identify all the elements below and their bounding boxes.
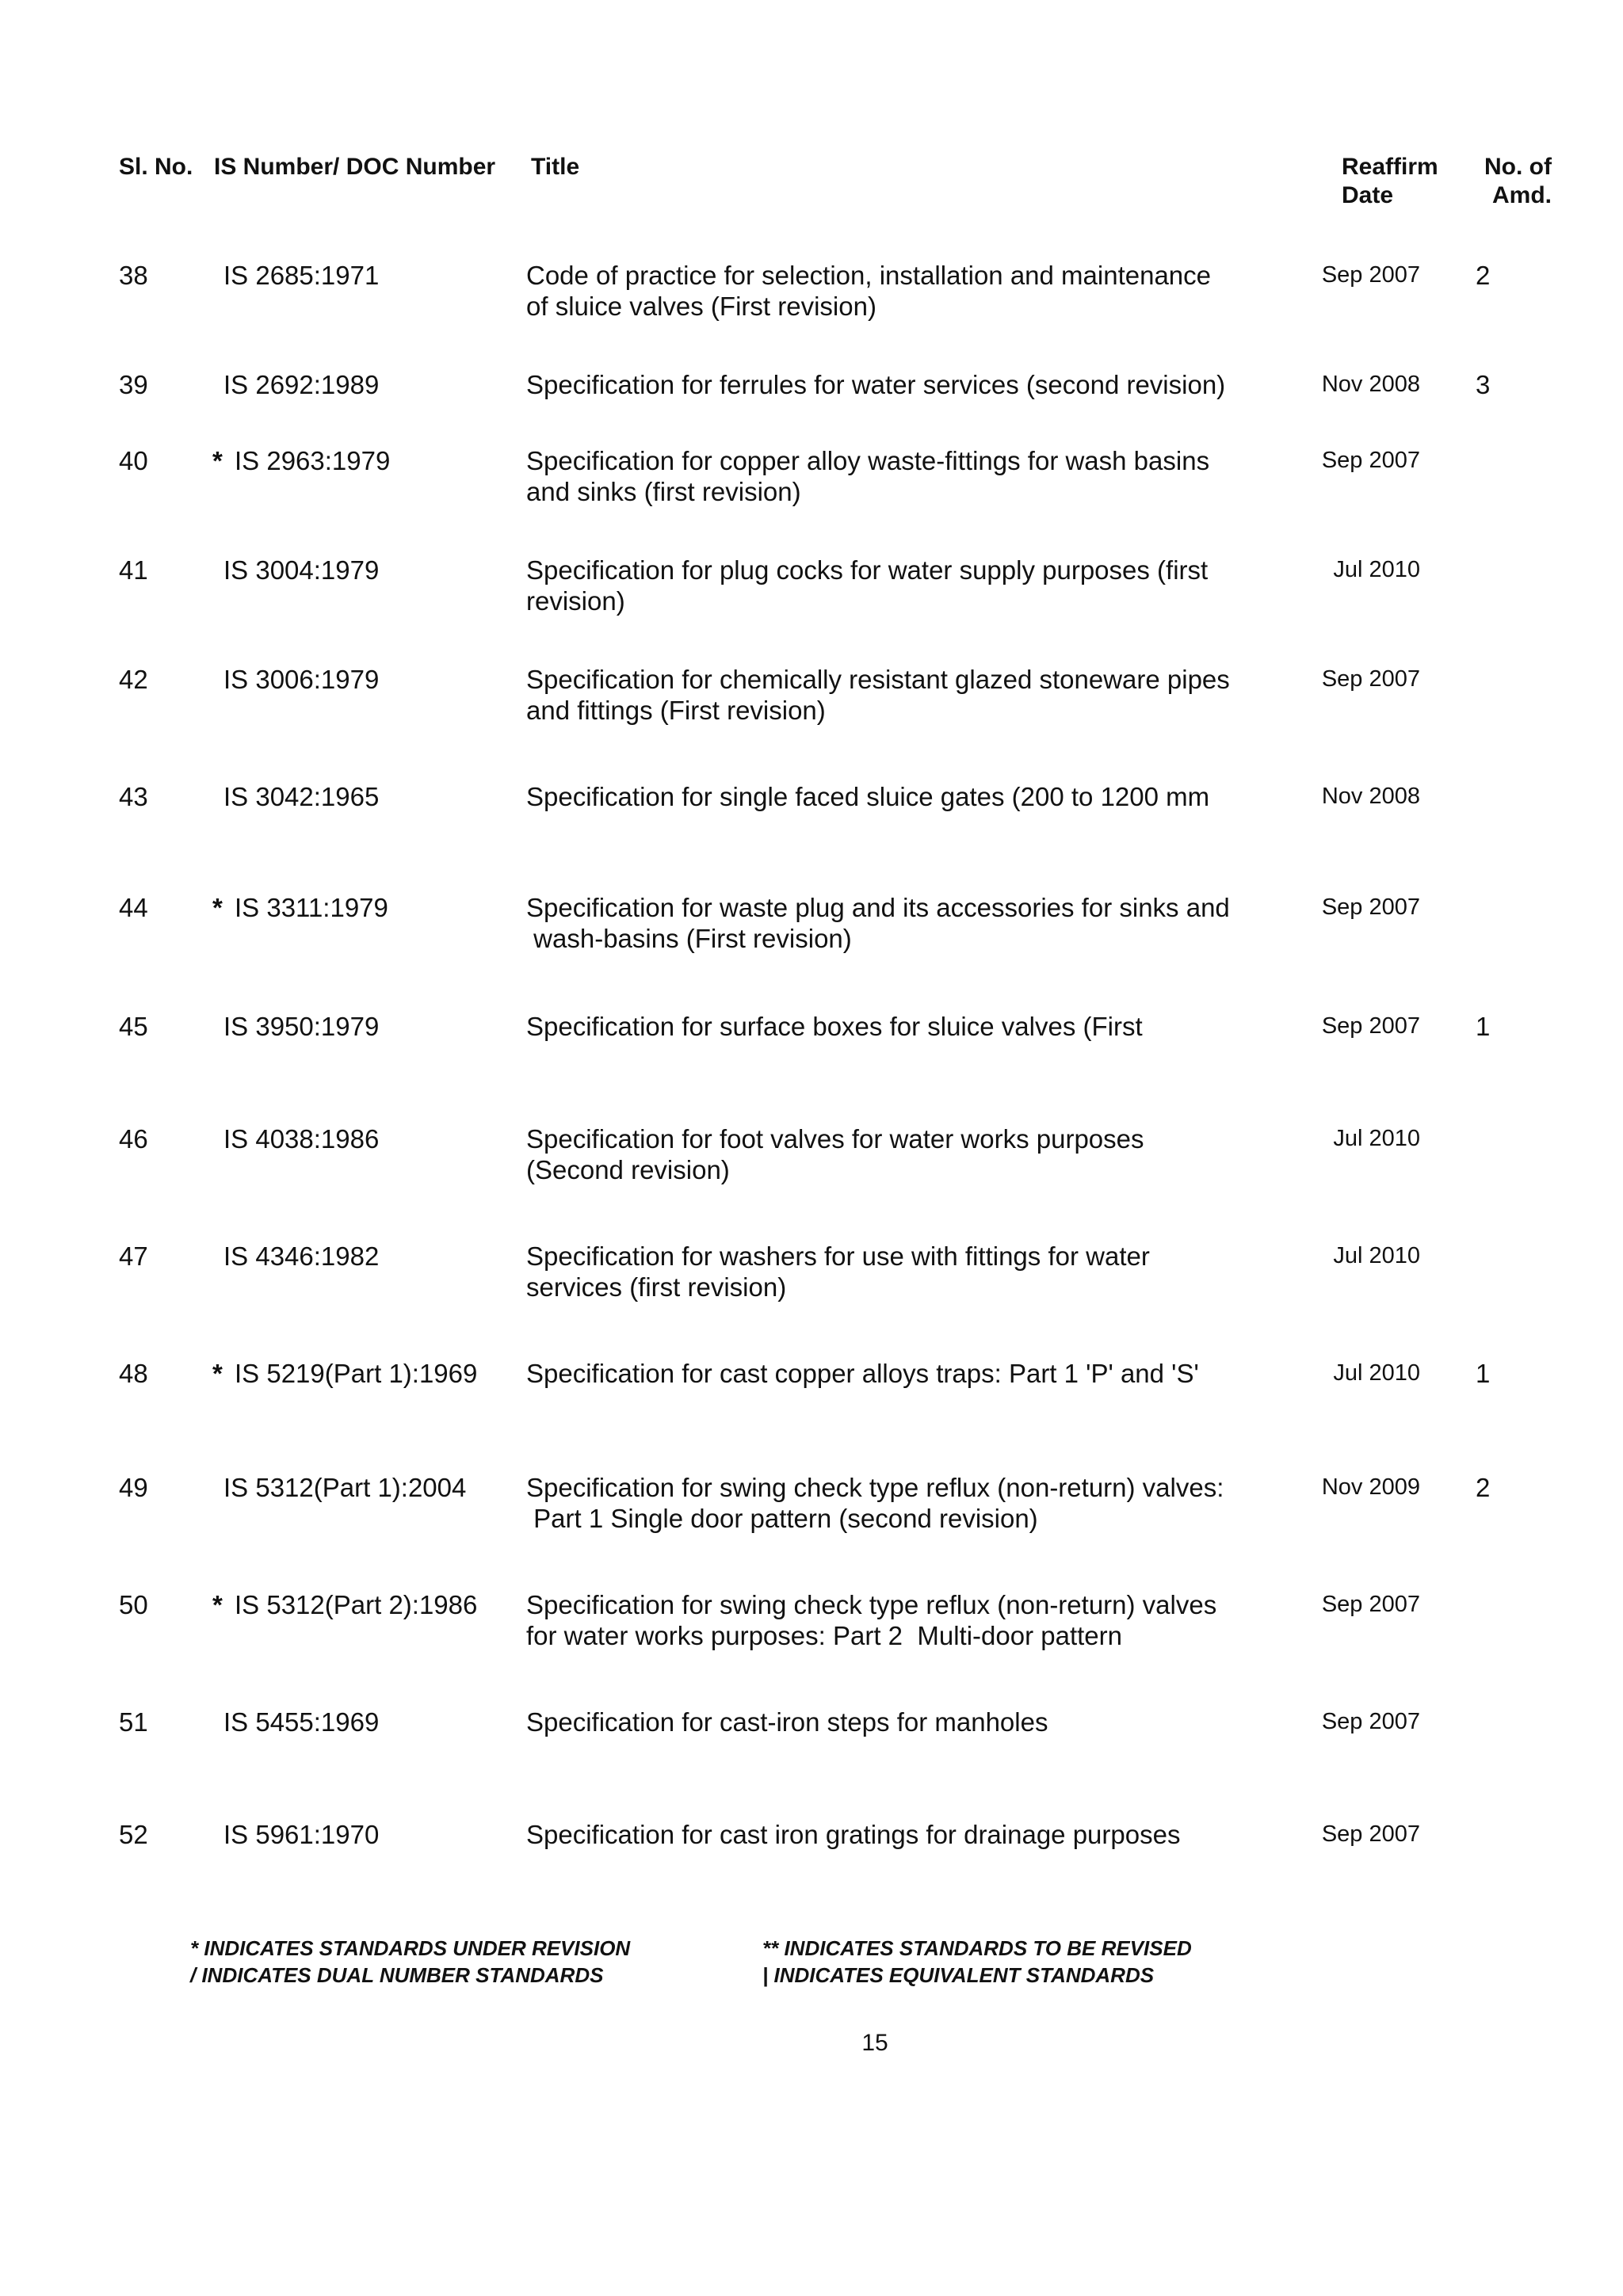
row-sl-no: 52 (119, 1820, 148, 1849)
row-reaffirm-date: Jul 2010 (1333, 557, 1420, 582)
row-sl-no: 44 (119, 893, 148, 922)
row-title (526, 445, 1271, 507)
title-line: Specification for single faced sluice gates (200 to 1200 mm (526, 782, 1210, 811)
row-reaffirm-date: Nov 2008 (1321, 372, 1420, 397)
row-title (526, 1123, 1271, 1185)
is-number-text: IS 5312(Part 2):1986 (235, 1590, 478, 1619)
under-revision-marker: * (212, 446, 223, 475)
row-is-number (223, 260, 379, 291)
row-amendments: 3 (1476, 370, 1491, 399)
row-title (526, 781, 1271, 812)
row-sl-no: 38 (119, 261, 148, 290)
title-line: wash-basins (First revision) (526, 924, 852, 953)
title-line: (Second revision) (526, 1155, 730, 1184)
is-number-text: IS 5312(Part 1):2004 (223, 1473, 467, 1502)
row-is-number (212, 445, 390, 476)
title-line: revision) (526, 586, 625, 616)
is-number-text: IS 4346:1982 (223, 1241, 380, 1271)
row-sl-no: 50 (119, 1590, 148, 1619)
row-amendments: 1 (1476, 1359, 1491, 1388)
under-revision-marker: * (212, 1590, 223, 1619)
header-amd-line1: No. of (1484, 154, 1552, 180)
row-reaffirm-date: Sep 2007 (1321, 1013, 1420, 1039)
row-amendments: 1 (1476, 1012, 1491, 1041)
is-number-text: IS 5455:1969 (223, 1707, 380, 1737)
is-number-text: IS 2963:1979 (235, 446, 391, 475)
is-number-text: IS 3311:1979 (235, 893, 388, 922)
header-reaffirm-date (1342, 153, 1438, 210)
row-is-number (223, 1472, 466, 1503)
row-amendments: 2 (1476, 261, 1491, 290)
row-reaffirm-date: Nov 2009 (1321, 1474, 1420, 1500)
row-sl-no: 41 (119, 555, 148, 585)
is-number-text: IS 3950:1979 (223, 1012, 380, 1041)
row-title (526, 260, 1271, 322)
row-title (526, 1472, 1271, 1534)
under-revision-marker: * (212, 1359, 223, 1388)
title-line: Specification for copper alloy waste-fittings for wash basins (526, 446, 1210, 475)
row-title (526, 1011, 1271, 1042)
title-line: Specification for washers for use with fittings for water (526, 1241, 1150, 1271)
row-title (526, 1819, 1271, 1850)
row-title (526, 1241, 1271, 1302)
header-amd-line2: Amd. (1492, 182, 1552, 208)
row-is-number (223, 664, 379, 695)
row-is-number (212, 1589, 477, 1620)
row-reaffirm-date: Sep 2007 (1321, 1709, 1420, 1734)
title-line: Specification for chemically resistant glazed stoneware pipes (526, 665, 1230, 694)
title-line: Specification for cast copper alloys traps: Part 1 'P' and 'S' (526, 1359, 1199, 1388)
is-number-text: IS 3042:1965 (223, 782, 380, 811)
page-number: 15 (861, 2030, 888, 2056)
title-line: of sluice valves (First revision) (526, 292, 876, 321)
title-line: Code of practice for selection, installation and maintenance (526, 261, 1212, 290)
row-sl-no: 39 (119, 370, 148, 399)
title-line: Specification for swing check type reflux (non-return) valves (526, 1590, 1217, 1619)
row-reaffirm-date: Sep 2007 (1321, 894, 1420, 920)
title-line: Specification for cast iron gratings for drainage purposes (526, 1820, 1181, 1849)
row-reaffirm-date: Jul 2010 (1333, 1243, 1420, 1268)
row-sl-no: 47 (119, 1241, 148, 1271)
row-sl-no: 43 (119, 782, 148, 811)
legend-to-be-revised: ** INDICATES STANDARDS TO BE REVISED (762, 1936, 1192, 1960)
header-title: Title (531, 154, 580, 180)
is-number-text: IS 5961:1970 (223, 1820, 380, 1849)
title-line: Specification for surface boxes for sluice valves (First (526, 1012, 1143, 1041)
row-title (526, 555, 1271, 616)
row-sl-no: 45 (119, 1012, 148, 1041)
legend-equivalent: | INDICATES EQUIVALENT STANDARDS (762, 1963, 1155, 1987)
row-title (526, 1589, 1271, 1651)
title-line: Specification for cast-iron steps for manholes (526, 1707, 1048, 1737)
header-no-of-amd (1472, 153, 1552, 210)
row-is-number (223, 1123, 379, 1154)
under-revision-marker: * (212, 893, 223, 922)
row-reaffirm-date: Sep 2007 (1321, 262, 1420, 288)
header-is-number: IS Number/ DOC Number (214, 154, 496, 180)
header-reaffirm-line2: Date (1342, 182, 1394, 208)
row-reaffirm-date: Sep 2007 (1321, 1821, 1420, 1847)
row-title (526, 664, 1271, 726)
row-reaffirm-date: Nov 2008 (1321, 784, 1420, 809)
row-title (526, 892, 1271, 954)
row-reaffirm-date: Jul 2010 (1333, 1360, 1420, 1386)
row-sl-no: 42 (119, 665, 148, 694)
header-sl-no: Sl. No. (119, 154, 193, 180)
is-number-text: IS 3006:1979 (223, 665, 380, 694)
row-title (526, 1707, 1271, 1737)
row-is-number (223, 1819, 379, 1850)
title-line: Part 1 Single door pattern (second revision) (526, 1504, 1038, 1533)
row-is-number (223, 555, 379, 585)
is-number-text: IS 3004:1979 (223, 555, 380, 585)
is-number-text: IS 2692:1989 (223, 370, 380, 399)
is-number-text: IS 2685:1971 (223, 261, 380, 290)
row-is-number (212, 892, 388, 923)
row-is-number (223, 781, 379, 812)
title-line: for water works purposes: Part 2 Multi-door pattern (526, 1621, 1122, 1650)
title-line: and sinks (first revision) (526, 477, 801, 506)
row-title (526, 369, 1271, 400)
title-line: Specification for waste plug and its accessories for sinks and (526, 893, 1230, 922)
row-is-number (223, 1241, 379, 1272)
row-sl-no: 40 (119, 446, 148, 475)
title-line: Specification for plug cocks for water supply purposes (first (526, 555, 1209, 585)
title-line: and fittings (First revision) (526, 696, 826, 725)
row-sl-no: 48 (119, 1359, 148, 1388)
row-is-number (223, 1011, 379, 1042)
row-is-number (223, 1707, 379, 1737)
row-is-number (212, 1358, 477, 1389)
row-sl-no: 51 (119, 1707, 148, 1737)
is-number-text: IS 5219(Part 1):1969 (235, 1359, 478, 1388)
title-line: Specification for ferrules for water services (second revision) (526, 370, 1226, 399)
row-sl-no: 49 (119, 1473, 148, 1502)
title-line: Specification for foot valves for water works purposes (526, 1124, 1144, 1154)
row-title (526, 1358, 1271, 1389)
row-amendments: 2 (1476, 1473, 1491, 1502)
legend-dual-number: / INDICATES DUAL NUMBER STANDARDS (190, 1963, 604, 1987)
header-reaffirm-line1: Reaffirm (1342, 154, 1438, 180)
title-line: Specification for swing check type reflux (non-return) valves: (526, 1473, 1224, 1502)
row-reaffirm-date: Sep 2007 (1321, 666, 1420, 692)
row-is-number (223, 369, 379, 400)
is-number-text: IS 4038:1986 (223, 1124, 380, 1154)
row-sl-no: 46 (119, 1124, 148, 1154)
legend-under-revision: * INDICATES STANDARDS UNDER REVISION (190, 1936, 631, 1960)
row-reaffirm-date: Sep 2007 (1321, 448, 1420, 473)
row-reaffirm-date: Jul 2010 (1333, 1126, 1420, 1151)
title-line: services (first revision) (526, 1272, 787, 1302)
row-reaffirm-date: Sep 2007 (1321, 1592, 1420, 1617)
